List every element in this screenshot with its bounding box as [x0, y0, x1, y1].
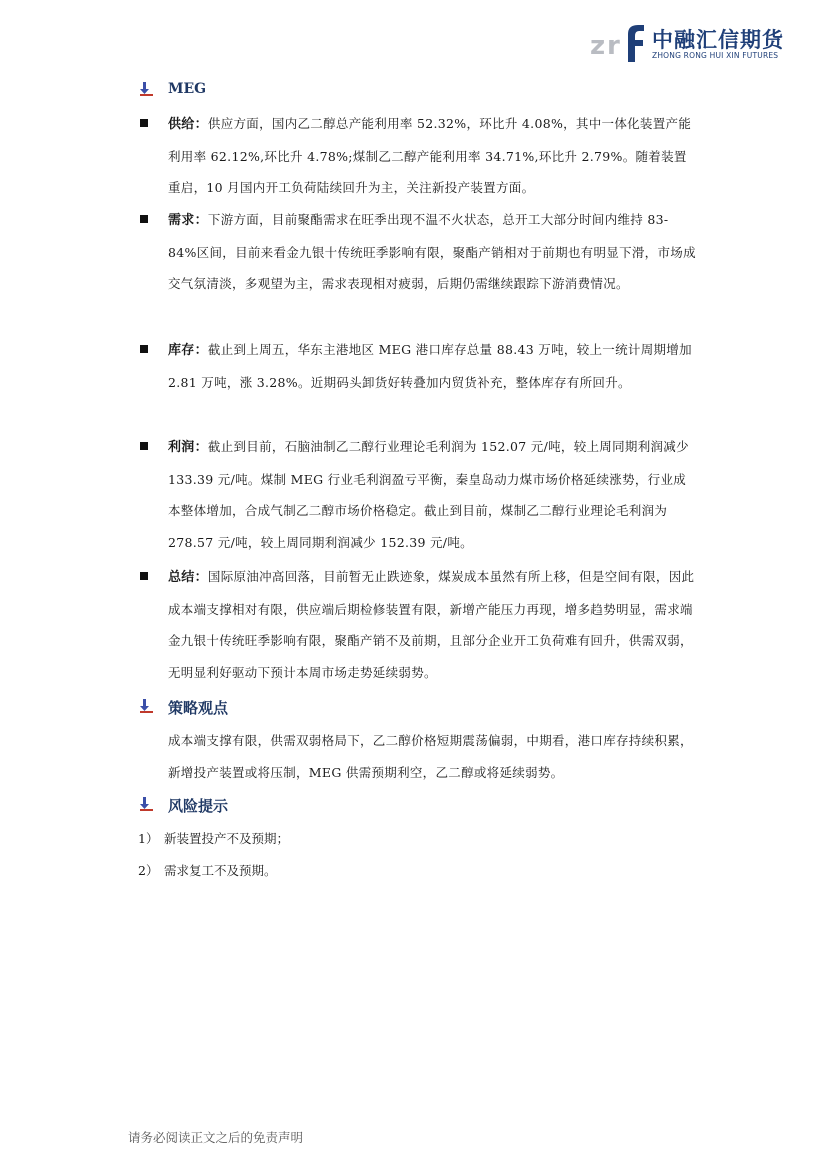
- section-title: 风险提示: [168, 797, 229, 815]
- logo-mark-icon: [590, 22, 648, 64]
- section-title: MEG: [168, 81, 207, 97]
- item-text: 下游方面，目前聚酯需求在旺季出现不温不火状态，总开工大部分时间内维持 83-84%区间，目前来看金九银十传统旺季影响有限，聚酯产销相对于前期也有明显下滑，市场成交气氛清淡，多观望为主，需求表现相对疲弱，后期仍需继续跟踪下游消费情况。: [168, 212, 696, 291]
- logo-chinese-name: 中融汇信期货: [652, 28, 784, 52]
- paragraph-summary: [168, 561, 696, 688]
- item-text: 供应方面，国内乙二醇总产能利用率 52.32%，环比升 4.08%，其中一体化装置产能利用率 62.12%,环比升 4.78%;煤制乙二醇产能利用率 34.71%,环比升 2.79%。随着装置重启，10 月国内开工负荷陆续回升为主，关注新投产装置方面。: [168, 116, 692, 195]
- item-label: 供给：: [168, 117, 208, 132]
- risk-item-text: 需求复工不及预期。: [164, 863, 277, 878]
- paragraph-demand: [168, 204, 696, 300]
- risk-item: [138, 861, 277, 879]
- square-bullet-icon: [140, 442, 148, 450]
- company-logo: [590, 22, 784, 64]
- paragraph-profit: [168, 431, 696, 558]
- item-text: 国际原油冲高回落，目前暂无止跌迹象，煤炭成本虽然有所上移，但是空间有限，因此成本端支撑相对有限，供应端后期检修装置有限，新增产能压力再现，增多趋势明显，需求端金九银十传统旺季影响有限，聚酯产销不及前期，且部分企业开工负荷难有回升，供需双弱，无明显利好驱动下预计本周市场走势延续弱势。: [168, 569, 695, 680]
- strategy-text: 成本端支撑有限，供需双弱格局下，乙二醇价格短期震荡偏弱，中期看，港口库存持续积累，新增投产装置或将压制，MEG 供需预期利空，乙二醇或将延续弱势。: [168, 733, 693, 780]
- item-label: 利润：: [168, 440, 208, 455]
- logo-english-name: ZHONG RONG HUI XIN FUTURES: [652, 51, 779, 60]
- svg-text:z: z: [590, 31, 606, 61]
- arrow-bullet-icon: [138, 797, 154, 813]
- risk-item-text: 新装置投产不及预期；: [164, 831, 290, 846]
- square-bullet-icon: [140, 345, 148, 353]
- paragraph-supply: [168, 108, 696, 204]
- square-bullet-icon: [140, 215, 148, 223]
- arrow-bullet-icon: [138, 699, 154, 715]
- paragraph-inventory: [168, 334, 696, 398]
- svg-text:r: r: [607, 31, 620, 61]
- item-text: 截止到目前，石脑油制乙二醇行业理论毛利润为 152.07 元/吨，较上周同期利润减少 133.39 元/吨。煤制 MEG 行业毛利润盈亏平衡，秦皇岛动力煤市场价格延续涨势，行业成本整体增加，合成气制乙二醇市场价格稳定。截止到目前，煤制乙二醇行业理论毛利润为 278.57 元/吨，较上周同期利润减少 152.39 元/吨。: [168, 439, 689, 550]
- disclaimer-footer: 请务必阅读正文之后的免责声明: [128, 1130, 304, 1145]
- paragraph-strategy: [168, 725, 696, 788]
- square-bullet-icon: [140, 572, 148, 580]
- risk-item: [138, 829, 289, 847]
- section-title: 策略观点: [168, 699, 229, 717]
- item-label: 库存：: [168, 343, 208, 358]
- item-label: 总结：: [168, 570, 208, 585]
- risk-item-number: 2）: [138, 863, 159, 878]
- item-label: 需求：: [168, 213, 208, 228]
- item-text: 截止到上周五，华东主港地区 MEG 港口库存总量 88.43 万吨，较上一统计周期增加 2.81 万吨，涨 3.28%。近期码头卸货好转叠加内贸货补充，整体库存有所回升。: [168, 342, 692, 390]
- square-bullet-icon: [140, 119, 148, 127]
- risk-item-number: 1）: [138, 831, 159, 846]
- arrow-bullet-icon: [138, 82, 154, 98]
